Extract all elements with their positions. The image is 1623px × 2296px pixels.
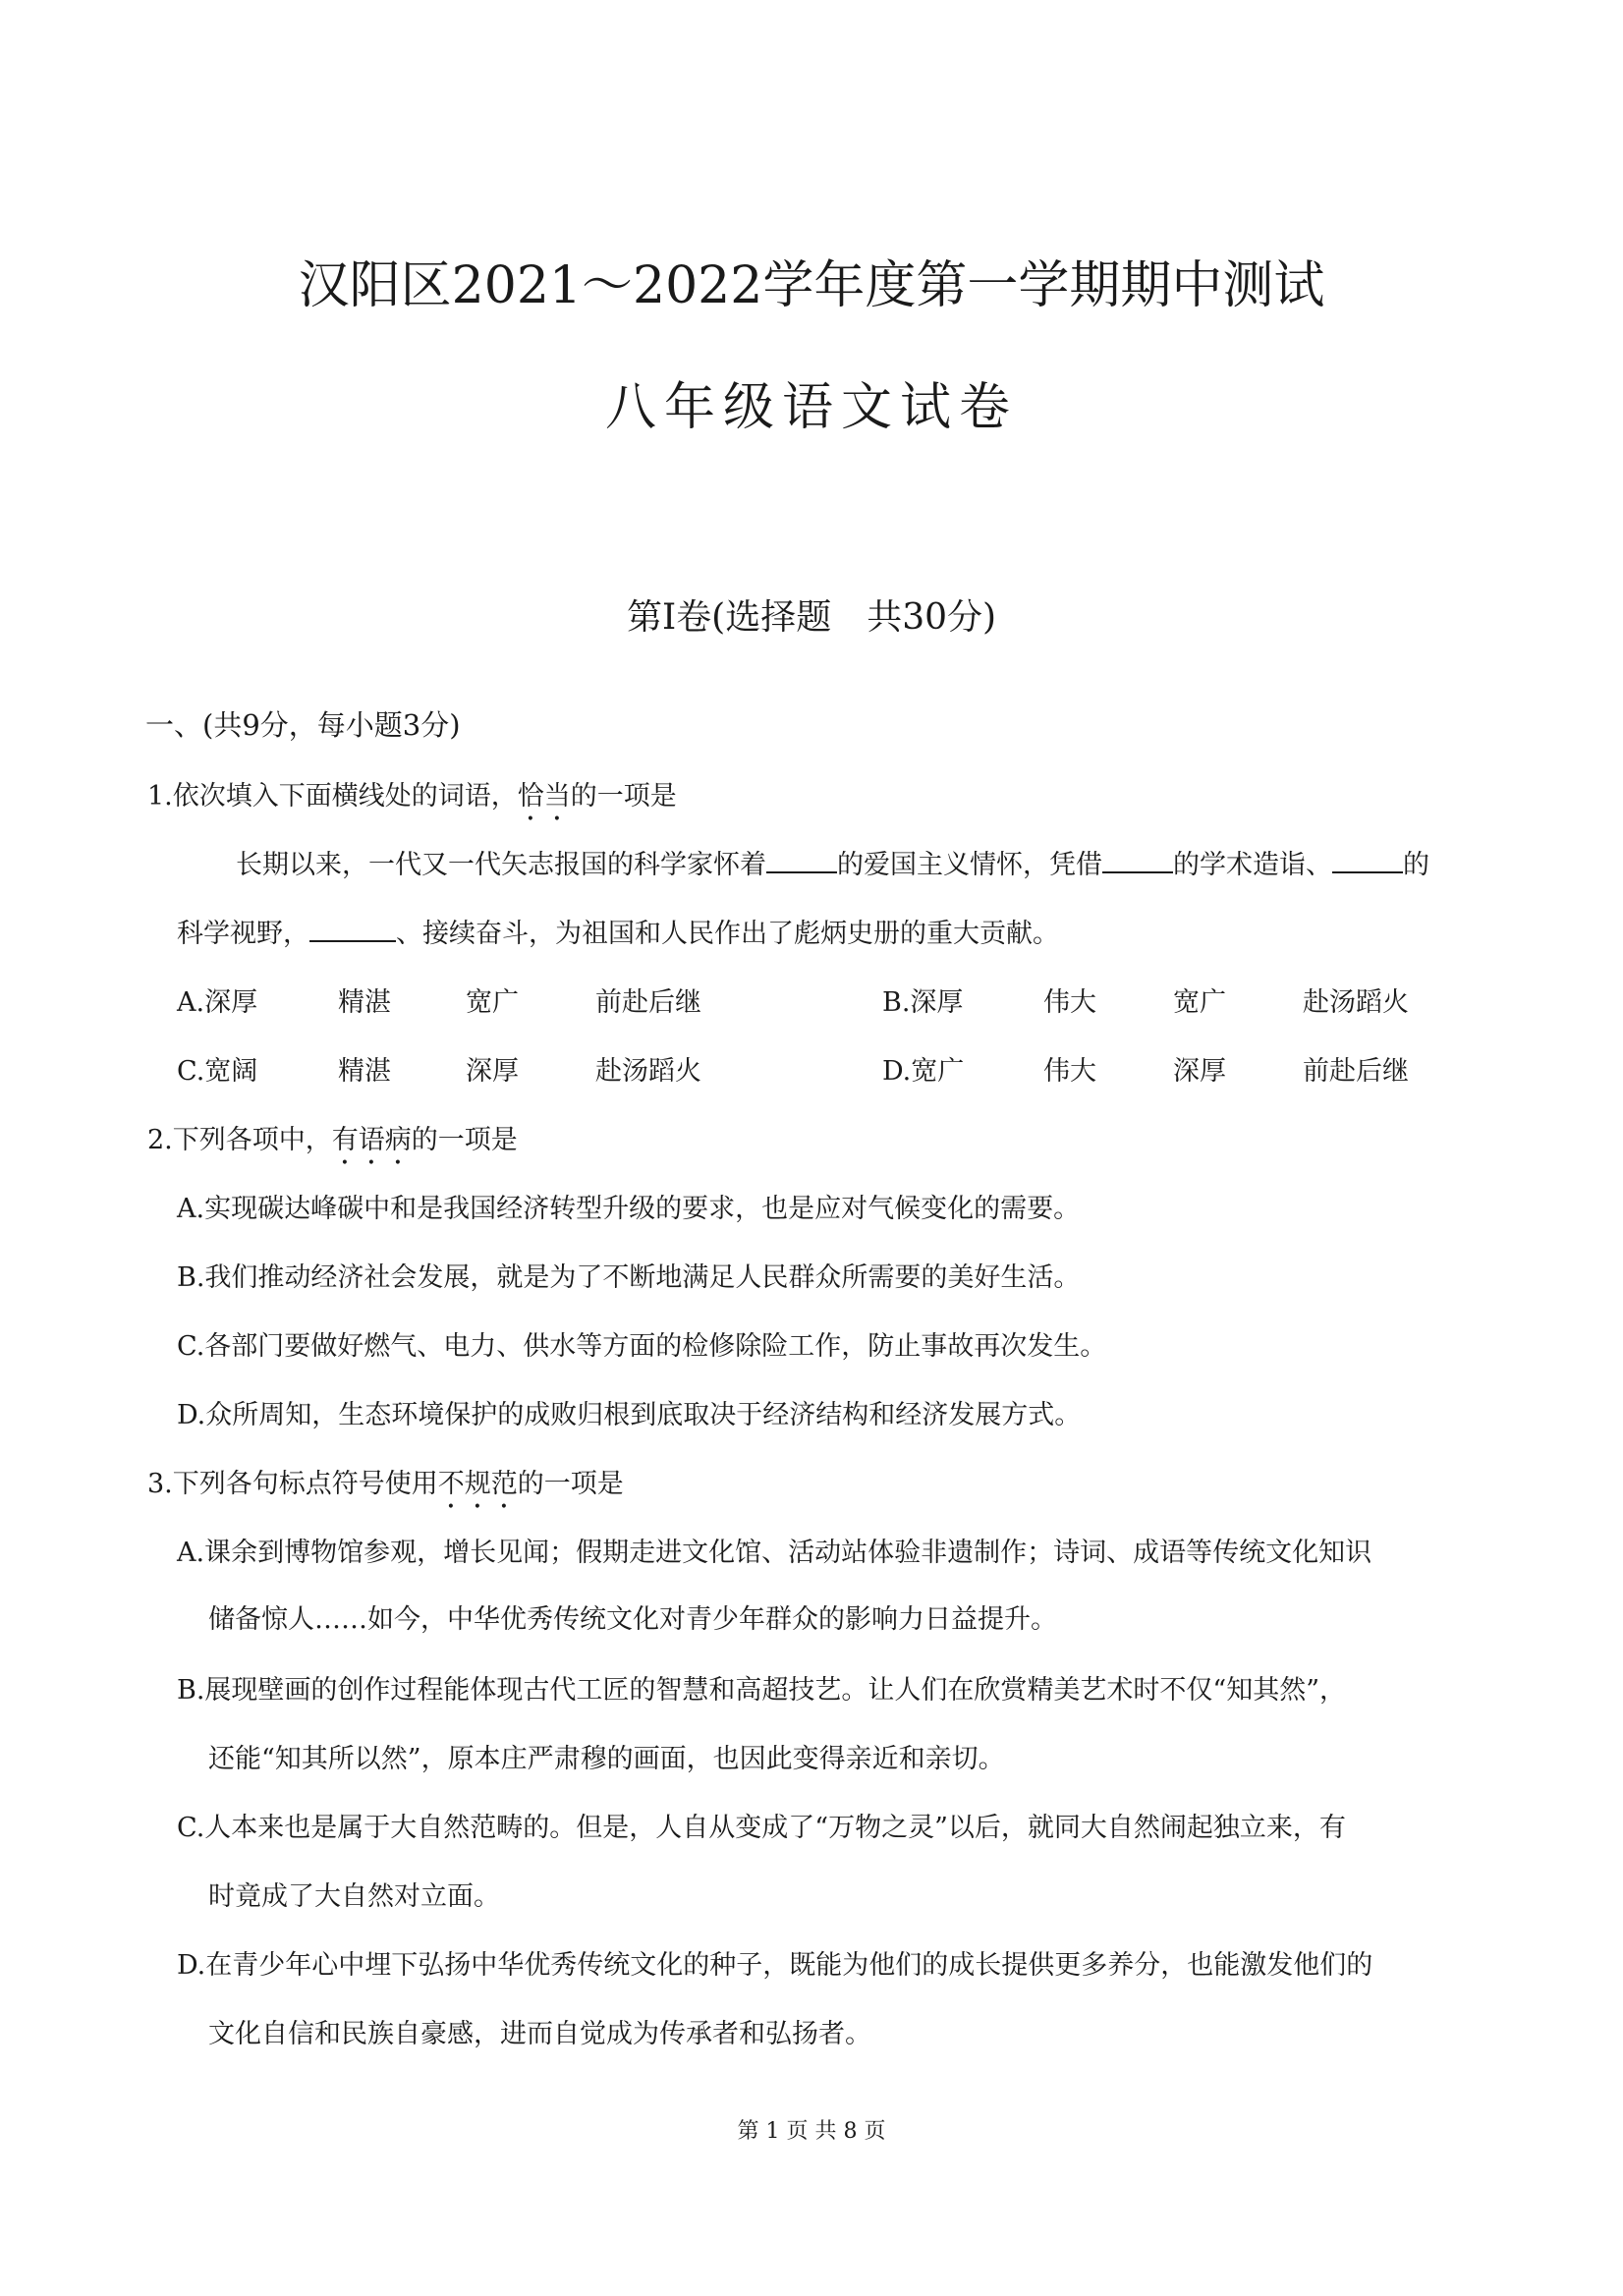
fill-blank	[766, 848, 837, 873]
option-a: A.深厚	[177, 987, 258, 1018]
page-footer: 第 1 页 共 8 页	[737, 2119, 886, 2144]
question-3-option-b-line-1: B.展现壁画的创作过程能体现古代工匠的智慧和高超技艺。让人们在欣赏精美艺术时不仅“知其然”，	[177, 1675, 1347, 1706]
question-1-options-row-1: A.深厚 精湛 宽广 前赴后继 B.深厚 伟大 宽广 赴汤蹈火	[0, 980, 1623, 1020]
fill-blank	[1102, 848, 1173, 873]
question-3-option-a-line-2: 储备惊人……如今，中华优秀传统文化对青少年群众的影响力日益提升。	[208, 1604, 1057, 1635]
question-3-option-d-line-2: 文化自信和民族自豪感，进而自觉成为传承者和弘扬者。	[208, 2019, 871, 2049]
question-3-stem: 3.下列各句标点符号使用不规范的一项是	[147, 1469, 624, 1499]
emphasized-word: 不规范	[437, 1469, 518, 1499]
question-3-option-b-line-2: 还能“知其所以然”，原本庄严肃穆的画面，也因此变得亲近和亲切。	[208, 1744, 1005, 1774]
emphasized-word: 有语病	[331, 1125, 412, 1155]
question-1-passage-line-2: 科学视野， 、接续奋斗，为祖国和人民作出了彪炳史册的重大贡献。	[177, 919, 1059, 949]
exam-subtitle: 八年级语文试卷	[604, 378, 1018, 437]
option-b: B.深厚	[882, 987, 964, 1018]
question-2-option-c: C.各部门要做好燃气、电力、供水等方面的检修除险工作，防止事故再次发生。	[177, 1331, 1107, 1362]
question-1-options-row-2: C.宽阔 精湛 深厚 赴汤蹈火 D.宽广 伟大 深厚 前赴后继	[0, 1049, 1623, 1089]
question-1-stem: 1.依次填入下面横线处的词语，恰当的一项是	[147, 781, 677, 812]
option-d: D.宽广	[882, 1056, 965, 1087]
fill-blank	[309, 917, 396, 942]
question-3-option-c-line-1: C.人本来也是属于大自然范畴的。但是，人自从变成了“万物之灵”以后，就同大自然闹起独立来，有	[177, 1813, 1346, 1843]
question-number: 2.	[147, 1125, 173, 1155]
option-c: C.宽阔	[177, 1056, 258, 1087]
question-2-option-b: B.我们推动经济社会发展，就是为了不断地满足人民群众所需要的美好生活。	[177, 1262, 1081, 1293]
question-number: 3.	[147, 1469, 173, 1499]
question-2-option-d: D.众所周知，生态环境保护的成败归根到底取决于经济结构和经济发展方式。	[177, 1400, 1082, 1430]
question-2-stem: 2.下列各项中，有语病的一项是	[147, 1125, 518, 1155]
fill-blank	[1332, 848, 1403, 873]
part-title: 第Ⅰ卷(选择题 共30分)	[626, 597, 997, 638]
question-1-passage-line-1: 长期以来，一代又一代矢志报国的科学家怀着 的爱国主义情怀，凭借 的学术造诣、 的	[236, 850, 1429, 880]
question-3-option-c-line-2: 时竟成了大自然对立面。	[208, 1881, 500, 1912]
section-heading: 一、(共9分，每小题3分)	[145, 708, 461, 742]
question-3-option-d-line-1: D.在青少年心中埋下弘扬中华优秀传统文化的种子，既能为他们的成长提供更多养分，也能激发他们的	[177, 1950, 1373, 1981]
emphasized-word: 恰当	[517, 781, 571, 812]
question-3-option-a-line-1: A.课余到博物馆参观，增长见闻；假期走进文化馆、活动站体验非遗制作；诗词、成语等传统文化知识	[177, 1538, 1372, 1568]
question-number: 1.	[147, 781, 173, 812]
exam-title: 汉阳区2021～2022学年度第一学期期中测试	[298, 256, 1325, 315]
question-2-option-a: A.实现碳达峰碳中和是我国经济转型升级的要求，也是应对气候变化的需要。	[177, 1194, 1081, 1224]
